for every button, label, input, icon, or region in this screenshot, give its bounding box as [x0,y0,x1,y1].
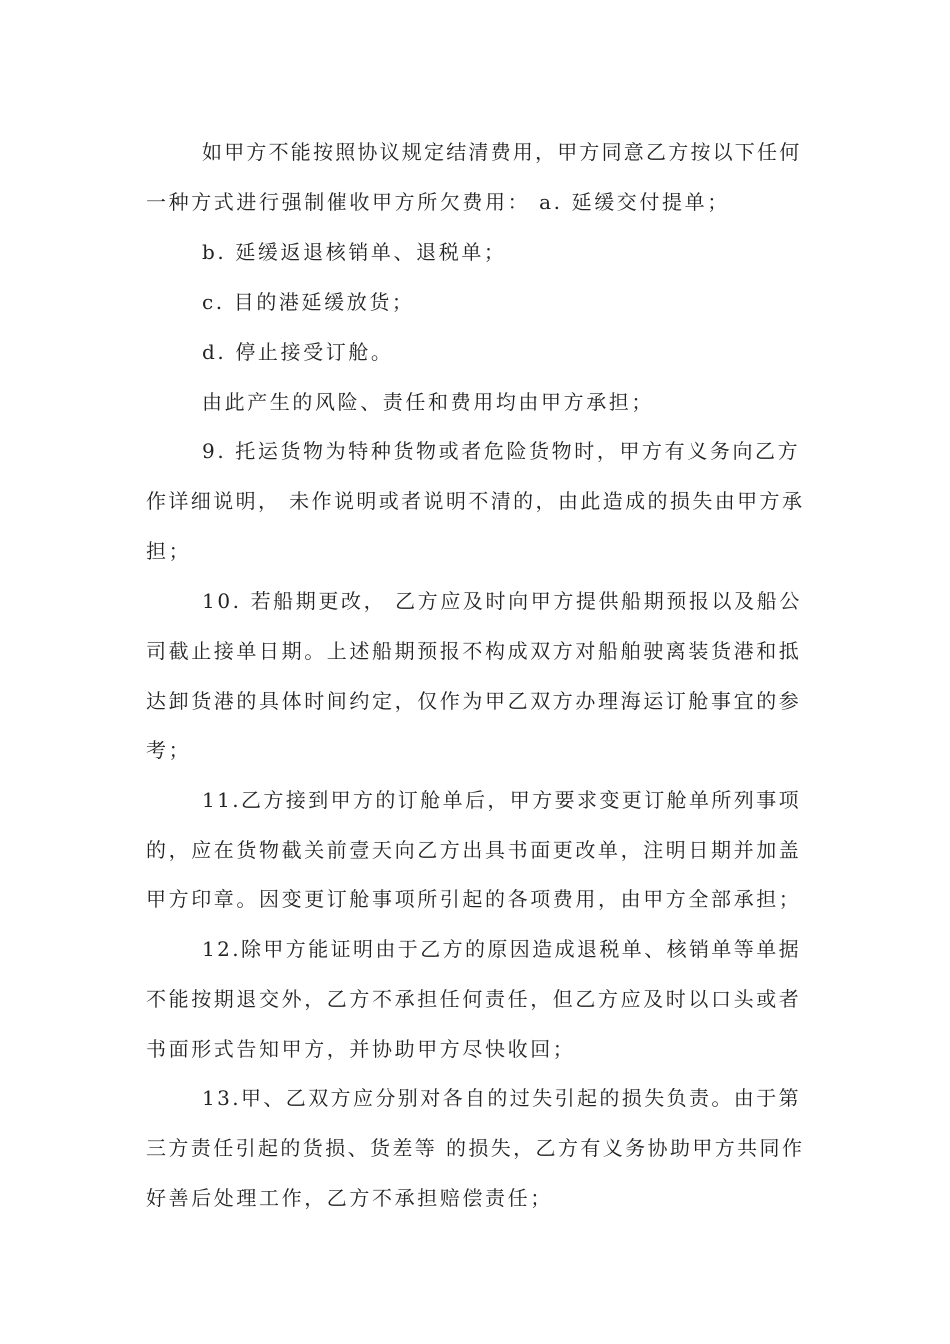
text-line: 13.甲、乙双方应分别对各自的过失引起的损失负责。由于第 [202,1086,802,1110]
text-line: 由此产生的风险、责任和费用均由甲方承担； [202,390,654,414]
text-line: 11.乙方接到甲方的订舱单后，甲方要求变更订舱单所列事项 [202,788,802,812]
text-line: 12.除甲方能证明由于乙方的原因造成退税单、核销单等单据 [202,937,802,961]
text-line: d. 停止接受订舱。 [202,340,394,364]
text-line: 作详细说明， 未作说明或者说明不清的，由此造成的损失由甲方承 [146,489,805,513]
text-line: c. 目的港延缓放货； [202,290,415,314]
text-line: 甲方印章。因变更订舱事项所引起的各项费用，由甲方全部承担； [146,887,802,911]
text-line: 9. 托运货物为特种货物或者危险货物时，甲方有义务向乙方 [202,439,801,463]
text-line: 不能按期退交外，乙方不承担任何责任，但乙方应及时以口头或者 [146,987,802,1011]
text-line: b. 延缓返退核销单、退税单； [202,240,507,264]
text-line: 的，应在货物截关前壹天向乙方出具书面更改单，注明日期并加盖 [146,838,802,862]
text-line: 考； [146,738,192,762]
text-line: 书面形式告知甲方，并协助甲方尽快收回； [146,1037,576,1061]
text-line: 好善后处理工作，乙方不承担赔偿责任； [146,1186,553,1210]
text-line: 三方责任引起的货损、货差等 的损失，乙方有义务协助甲方共同作 [146,1136,805,1160]
text-line: 担； [146,539,192,563]
text-line: 如甲方不能按照协议规定结清费用，甲方同意乙方按以下任何 [202,140,802,164]
text-line: 达卸货港的具体时间约定，仅作为甲乙双方办理海运订舱事宜的参 [146,689,802,713]
text-line: 一种方式进行强制催收甲方所欠费用： a. 延缓交付提单； [146,190,730,214]
text-line: 司截止接单日期。上述船期预报不构成双方对船舶驶离装货港和抵 [146,639,802,663]
text-line: 10. 若船期更改， 乙方应及时向甲方提供船期预报以及船公 [202,589,802,613]
